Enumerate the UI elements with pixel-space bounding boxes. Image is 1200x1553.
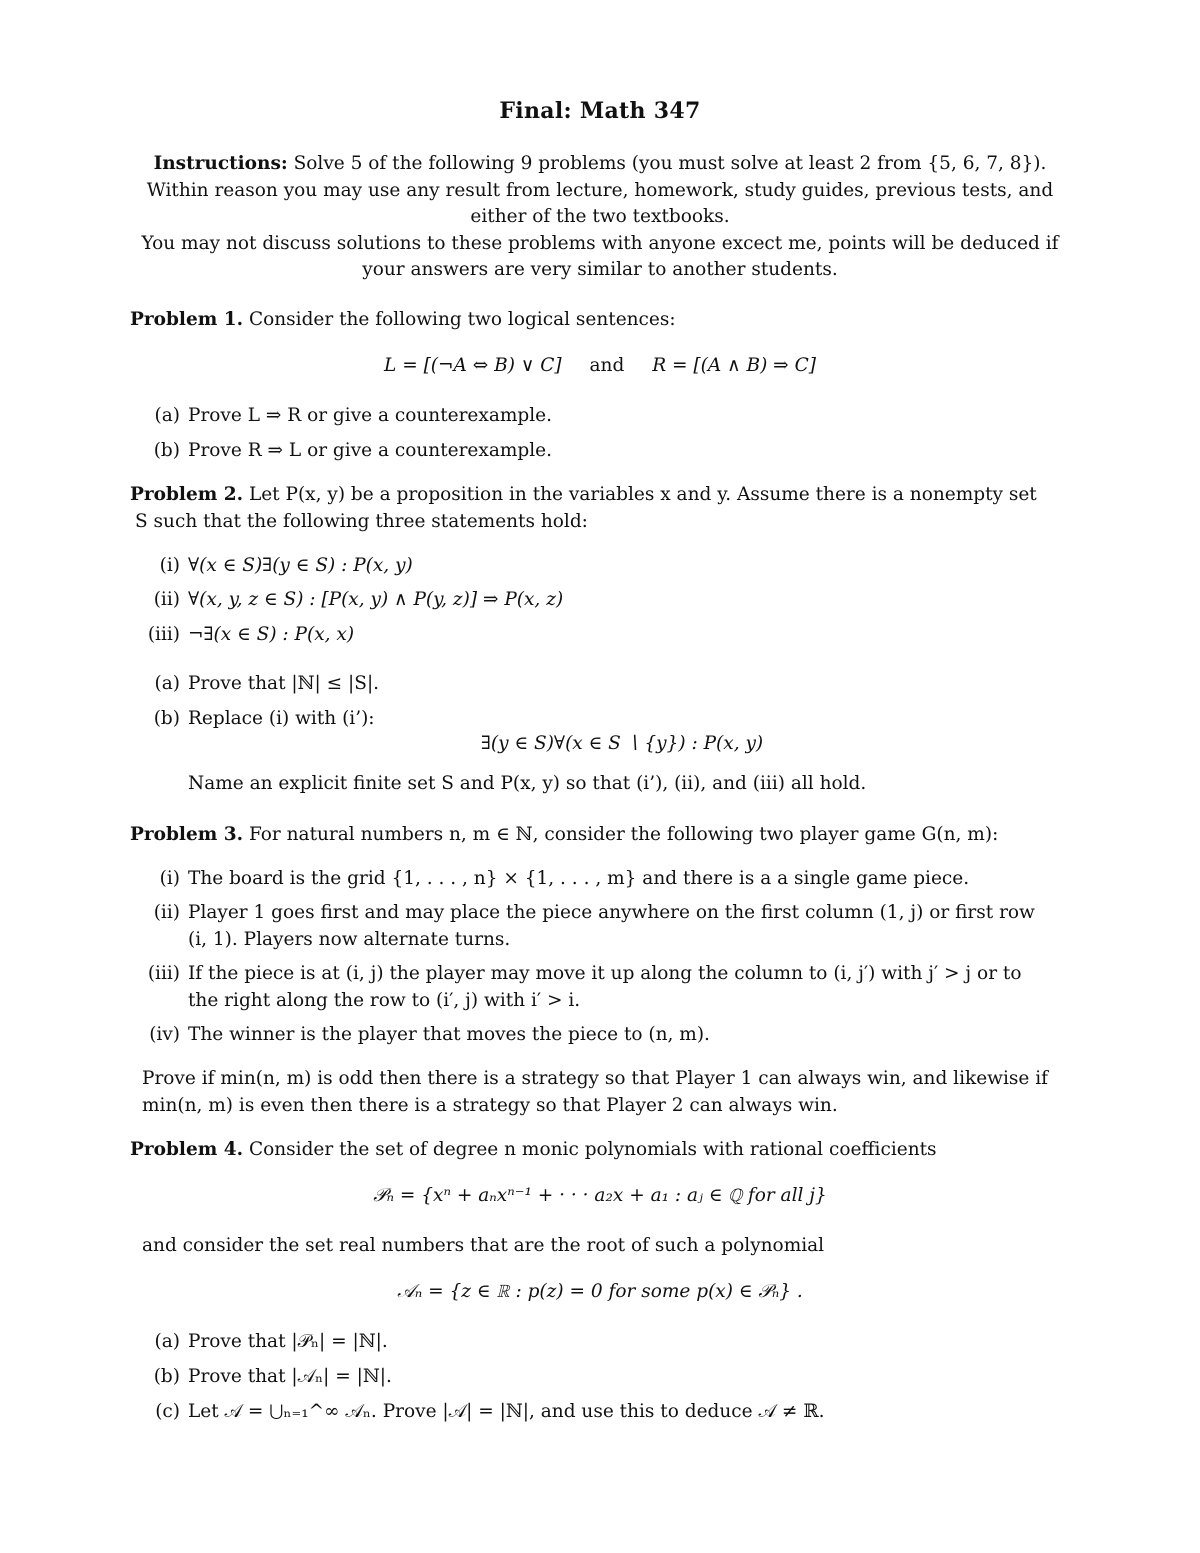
instructions-line-5: your answers are very similar to another students. xyxy=(362,259,838,280)
problem-1-label: Problem 1. xyxy=(130,309,244,330)
problem-4-label: Problem 4. xyxy=(130,1139,244,1160)
exam-page: Final: Math 347 Instructions: Solve 5 of the following 9 problems (you must solve at least 2 from {5, 6, 7, 8}). Within reason you may use any result from lecture, homework, study guides, previous tests, and either of the two textbooks. You may not discuss solutions to these problems with anyone excect me, points will be deduced if your answers are very similar to another students. Problem 1. Consider the following two logical sentences: L = [(¬A ⇔ B) ∨ C] and R = [(A ∧ B) ⇒ C] (a) Prove L ⇒ R or give a counterexample. (b) Prove R ⇒ L or give a counterexample. Problem 2. Let P(x, y) be a proposition in the variables x and y. Assume there is a nonempty set S such that the following three statements hold: (i) ∀(x ∈ S)∃(y ∈ S) : P(x, y) (ii) ∀(x, y, z ∈ S) : [P(x, y) ∧ P(y, z)] ⇒ P(x, z) (iii) ¬∃(x ∈ S) : P(x, x) (a) Prove that |ℕ| ≤ |S|. (b) Replace (i) with (i’): ∃(y ∈ S)∀(x ∈ S ∖ {y}) : P(x, y) Name an explicit finite set S and P(x, y) so that (i’), (ii), and (iii) all hold. Problem 3. For natural numbers n, m ∈ ℕ, consider the following two player game G(n, m): (i) The board is the grid {1, . . . , n} × {1, . . . , m} and there is a a single game piece. (ii) Player 1 goes first and may place the piece anywhere on the first column (1, j) or first row (i, 1). Players now alternate turns. (iii) If the piece is at (i, j) the player may move it up along the column to (i, j′) with j′ > j or to the right along the row to (i′, j) with i′ > i. (iv) The winner is the player that moves the piece to (n, m). Prove if min(n, m) is odd then there is a strategy so that Player 1 can always win, and likewise if min(n, m) is even then there is a strategy so that Player 2 can always win. Problem 4. Consider the set of degree n monic polynomials with rational coefficients 𝒫ₙ = {xⁿ + aₙxⁿ⁻¹ + · · · a₂x + a₁ : aⱼ ∈ ℚ for all j} and consider the set real numbers that are the root of such a polynomial 𝒜ₙ = {z ∈ ℝ : p(z) = 0 for some p(x) ∈ 𝒫ₙ} . (a) Prove that |𝒫ₙ| = |ℕ|. (b) Prove that |𝒜ₙ| = |ℕ|. (c) Let 𝒜 = ⋃ₙ₌₁^∞ 𝒜ₙ. Prove |𝒜| = |ℕ|, and use this to deduce 𝒜 ≠ ℝ. xyxy=(0,0,1200,1553)
instructions-line-3: either of the two textbooks. xyxy=(470,206,730,227)
problem-2-display: ∃(y ∈ S)∀(x ∈ S ∖ {y}) : P(x, y) xyxy=(480,733,764,754)
problem-1-text: Consider the following two logical sentences: xyxy=(248,309,676,330)
instructions-line-1: Instructions: Solve 5 of the following 9 problems (you must solve at least 2 from {5, 6, 7, 8}). xyxy=(153,153,1047,174)
problem-3-label: Problem 3. xyxy=(130,824,244,845)
equation-and: and xyxy=(589,355,625,376)
problem-4-statement: Problem 4. Consider the set of degree n monic polynomials with rational coefficients xyxy=(130,1139,937,1160)
instructions-block xyxy=(130,151,1070,284)
instructions-line-2: Within reason you may use any result from lecture, homework, study guides, previous tests, and xyxy=(146,179,1054,201)
problem-2-statement: Problem 2. Let P(x, y) be a proposition in the variables x and y. Assume there is a nonempty set xyxy=(130,484,1037,505)
equation-right: R = [(A ∧ B) ⇒ C] xyxy=(652,355,816,376)
problem-2-line-2: S such that the following three statements hold: xyxy=(135,511,588,532)
problem-4-display-1: 𝒫ₙ = {xⁿ + aₙxⁿ⁻¹ + · · · a₂x + a₁ : aⱼ ∈ ℚ for all j} xyxy=(373,1185,827,1206)
instructions-line-4: You may not discuss solutions to these problems with anyone excect me, points will be deduced if xyxy=(141,232,1059,254)
problem-1-equation xyxy=(0,355,1200,376)
problem-3-conclusion: Prove if min(n, m) is odd then there is a strategy so that Player 1 can always win, and likewise if min(n, m) is even then there is a strategy so that Player 2 can always win. xyxy=(142,1068,1049,1116)
problem-4-mid-text: and consider the set real numbers that are the root of such a polynomial xyxy=(142,1235,825,1256)
equation-left: L = [(¬A ⇔ B) ∨ C] xyxy=(384,355,562,376)
instructions-label: Instructions: xyxy=(153,153,288,174)
problem-3-statement: Problem 3. For natural numbers n, m ∈ ℕ, consider the following two player game G(n, m): xyxy=(130,824,999,845)
problem-4-display-2: 𝒜ₙ = {z ∈ ℝ : p(z) = 0 for some p(x) ∈ 𝒫ₙ} . xyxy=(397,1281,803,1302)
problem-2-label: Problem 2. xyxy=(130,484,244,505)
exam-title: Final: Math 347 xyxy=(499,98,701,124)
problem-1-statement xyxy=(130,307,1070,334)
